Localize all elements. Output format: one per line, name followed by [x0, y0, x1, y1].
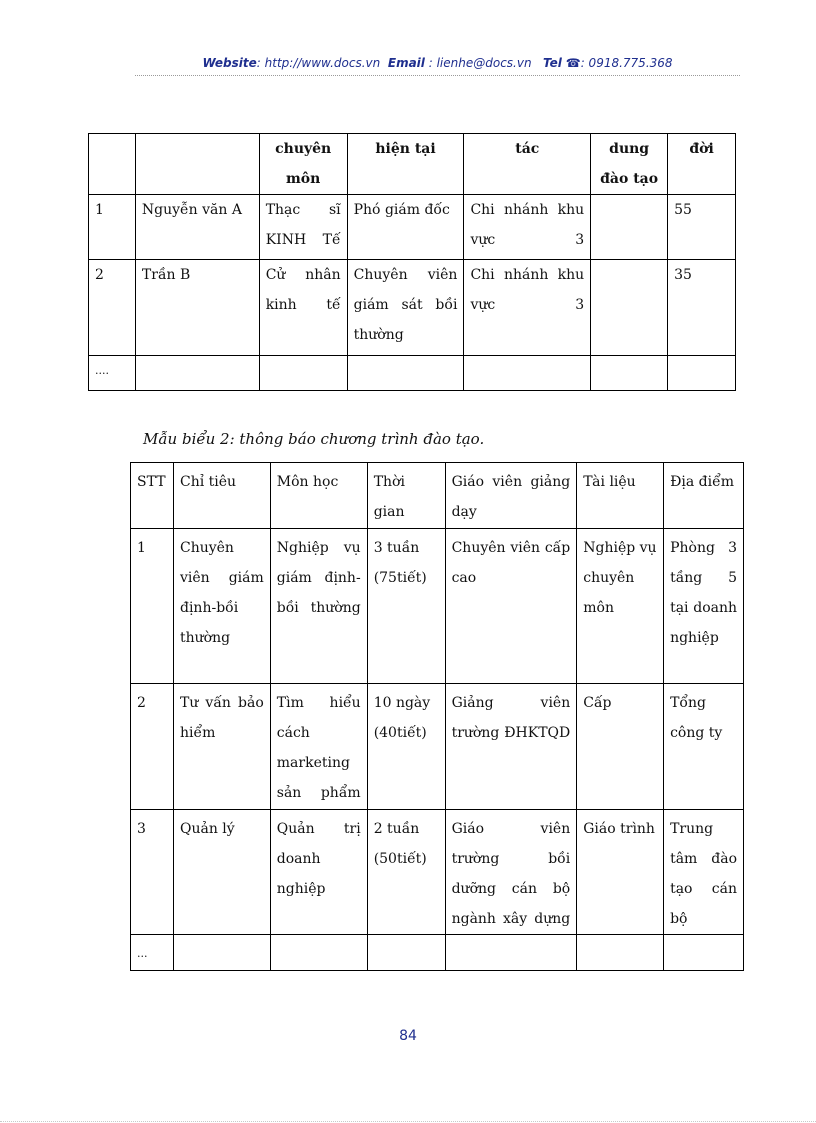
table-cell [347, 356, 464, 391]
footer-divider [0, 1121, 816, 1122]
header-cell: Chỉ tiêu [173, 463, 270, 529]
email-label: Email [387, 56, 425, 70]
table-cell: 2 [131, 684, 174, 810]
table-row [131, 529, 744, 684]
table-cell: Phòng 3 tầng 5 tại doanh nghiệp [664, 529, 744, 684]
table-cell [591, 356, 668, 391]
table-cell: Tìm hiểu cách marketing sản phẩm [270, 684, 367, 810]
table-caption: Mẫu biểu 2: thông báo chương trình đào tạo. [143, 430, 485, 448]
header-cell: tác [464, 134, 591, 195]
table-cell: 10 ngày (40tiết) [367, 684, 445, 810]
table-cell [135, 356, 259, 391]
header-cell: chuyên môn [259, 134, 347, 195]
table-cell [664, 935, 744, 971]
table-cell: 1 [89, 195, 136, 260]
table-cell: Chuyên viên giám sát bồi thường [347, 260, 464, 356]
table-cell: Nghiệp vụ giám định-bồi thường [270, 529, 367, 684]
table-cell: Trần B [135, 260, 259, 356]
table-header-row [131, 463, 744, 529]
table-cell [445, 935, 577, 971]
training-program-table [130, 462, 744, 971]
table-row [131, 810, 744, 935]
table-cell: Trung tâm đào tạo cán bộ [664, 810, 744, 935]
table-cell: Thạc sĩ KINH Tế [259, 195, 347, 260]
page-number: 84 [399, 1028, 417, 1044]
tel-label: Tel [543, 56, 562, 70]
staff-table [88, 133, 736, 391]
page-header [135, 56, 740, 70]
table-cell: 2 [89, 260, 136, 356]
tel-value: : 0918.775.368 [580, 56, 673, 70]
table-row [89, 260, 736, 356]
header-cell: dung đào tạo [591, 134, 668, 195]
table-cell: 3 [131, 810, 174, 935]
table-cell [173, 935, 270, 971]
table-cell: Chuyên viên cấp cao [445, 529, 577, 684]
table-cell: Phó giám đốc [347, 195, 464, 260]
header-cell [135, 134, 259, 195]
website-label: Website [202, 56, 257, 70]
table-cell: ... [131, 935, 174, 971]
website-value: : http://www.docs.vn [256, 56, 381, 70]
table-cell: Chuyên viên giám định-bồi thường [173, 529, 270, 684]
table-cell: Nguyễn văn A [135, 195, 259, 260]
table-cell: .... [89, 356, 136, 391]
phone-icon: ☎ [565, 56, 581, 70]
header-cell: đời [668, 134, 736, 195]
table-cell [591, 260, 668, 356]
table-cell: Nghiệp vụ chuyên môn [577, 529, 664, 684]
table-cell: 55 [668, 195, 736, 260]
table-row [131, 935, 744, 971]
table-cell: Cử nhân kinh tế [259, 260, 347, 356]
table-cell: Giảng viên trường ĐHKTQD [445, 684, 577, 810]
table-cell [668, 356, 736, 391]
table-header-row [89, 134, 736, 195]
header-cell [89, 134, 136, 195]
header-cell: Địa điểm [664, 463, 744, 529]
table-cell [577, 935, 664, 971]
table-cell: Quản trị doanh nghiệp [270, 810, 367, 935]
table-cell: 3 tuần (75tiết) [367, 529, 445, 684]
table-row [89, 195, 736, 260]
header-cell: Tài liệu [577, 463, 664, 529]
header-cell: hiện tại [347, 134, 464, 195]
table-cell [367, 935, 445, 971]
table-cell [259, 356, 347, 391]
table-cell [464, 356, 591, 391]
header-cell: Thời gian [367, 463, 445, 529]
table-cell: 2 tuần (50tiết) [367, 810, 445, 935]
table-cell [270, 935, 367, 971]
table-cell: Chi nhánh khu vực 3 [464, 195, 591, 260]
table-cell: Cấp [577, 684, 664, 810]
table-cell: Quản lý [173, 810, 270, 935]
header-divider [135, 75, 740, 76]
email-value: : lienhe@docs.vn [428, 56, 532, 70]
table-cell: Tư vấn bảo hiểm [173, 684, 270, 810]
table-cell [591, 195, 668, 260]
table-cell: 35 [668, 260, 736, 356]
table-cell: Giáo viên trường bồi dưỡng cán bộ ngành xây dựng [445, 810, 577, 935]
table-cell: Tổng công ty [664, 684, 744, 810]
table-row [131, 684, 744, 810]
table-cell: Giáo trình [577, 810, 664, 935]
header-cell: Giáo viên giảng dạy [445, 463, 577, 529]
table-cell: 1 [131, 529, 174, 684]
table-row [89, 356, 736, 391]
header-cell: Môn học [270, 463, 367, 529]
table-cell: Chi nhánh khu vực 3 [464, 260, 591, 356]
header-cell: STT [131, 463, 174, 529]
